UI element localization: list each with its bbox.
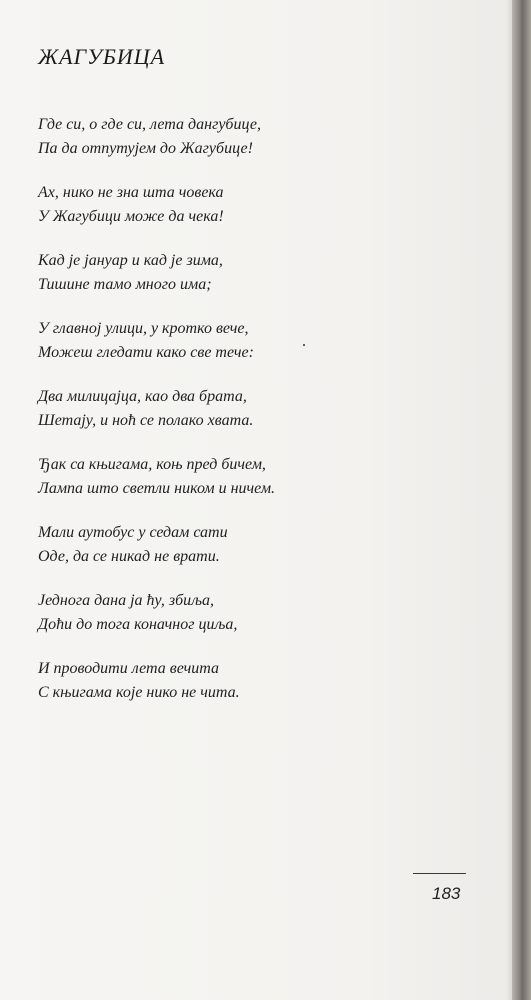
poem-line: Једнога дана ја ћу, збиља, <box>38 592 215 609</box>
book-edge <box>512 0 531 1000</box>
poem-line: И проводити лета вечита <box>38 660 219 677</box>
stanza-2 <box>38 181 398 229</box>
poem-line: Мали аутобус у седам сати <box>38 524 228 541</box>
poem-line: Два милицајца, као два брата, <box>38 388 247 405</box>
stanza-9 <box>38 657 398 705</box>
stanza-7 <box>38 521 398 569</box>
page-number: 183 <box>432 884 461 903</box>
poem-line: Па да отпутујем до Жагубице! <box>38 140 253 157</box>
ink-speck <box>303 344 305 346</box>
stanza-4 <box>38 317 398 365</box>
stanza-6 <box>38 453 398 501</box>
poem-line: Доћи до тога коначног циља, <box>38 616 238 633</box>
stanza-1 <box>38 113 398 161</box>
poem-line: С књигама које нико не чита. <box>38 684 240 701</box>
poem-body <box>38 113 398 705</box>
poem-line: Ах, нико не зна шта човека <box>38 184 224 201</box>
poem-line: Шетају, и ноћ се полако хвата. <box>38 412 254 429</box>
poem-line: Где си, о где си, лета дангубице, <box>38 116 261 133</box>
poem-line: Лампа што светли ником и ничем. <box>38 480 276 497</box>
poem-title: ЖАГУБИЦА <box>38 44 166 69</box>
poem-line: Оде, да се никад не врати. <box>38 548 220 565</box>
poem-line: Ђак са књигама, коњ пред бичем, <box>38 456 266 473</box>
stanza-8 <box>38 589 398 637</box>
stanza-3 <box>38 249 398 297</box>
stanza-5 <box>38 385 398 433</box>
poem-line: Тишине тамо много има; <box>38 276 212 293</box>
footer-rule <box>413 873 466 874</box>
poem-line: Кад је јануар и кад је зима, <box>38 252 223 269</box>
poem-line: У главној улици, у кротко вече, <box>38 320 249 337</box>
poem-line: Можеш гледати како све тече: <box>38 344 254 361</box>
poem-line: У Жагубици може да чека! <box>38 208 224 225</box>
